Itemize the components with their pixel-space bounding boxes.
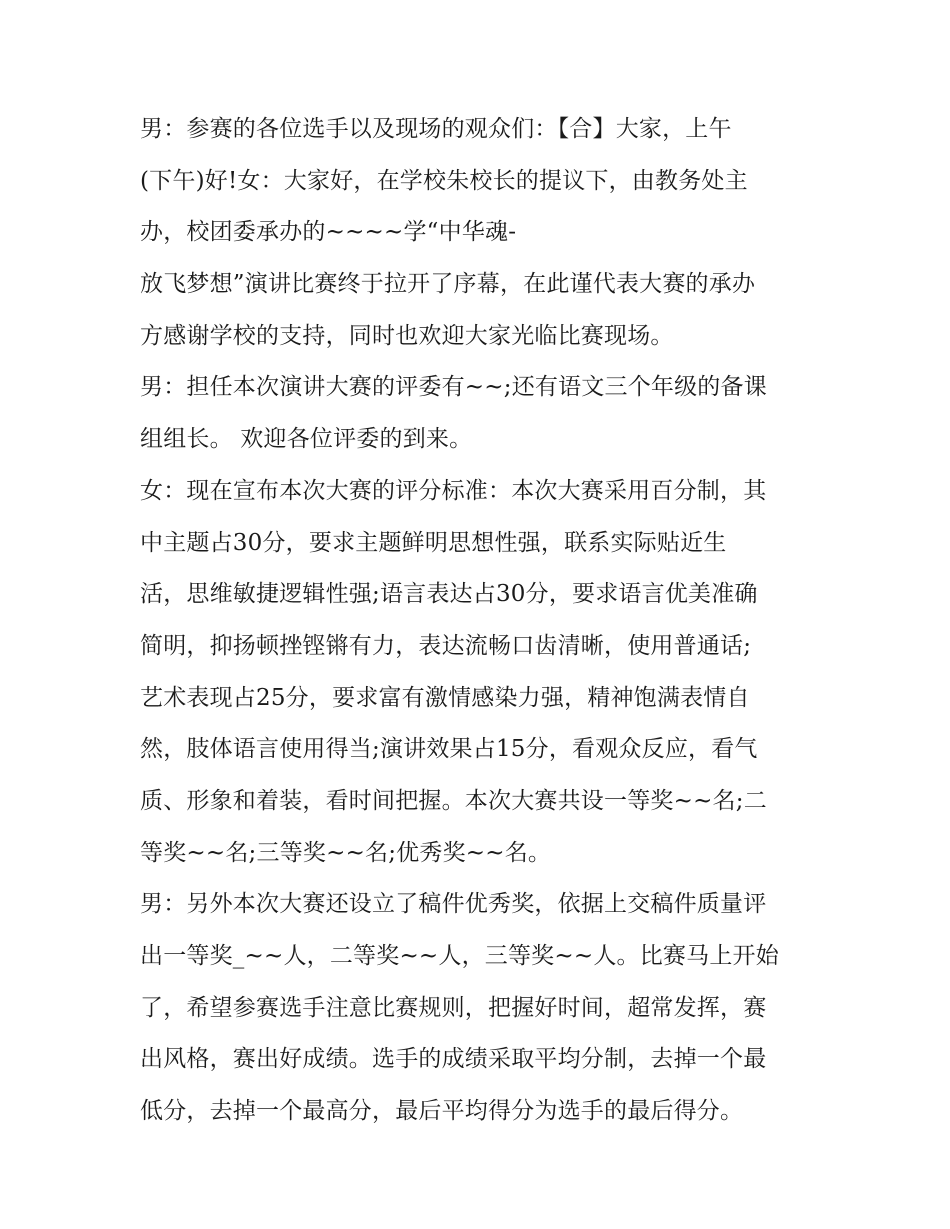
text-line: 方感谢学校的支持，同时也欢迎大家光临比赛现场。 [140, 322, 674, 349]
text-line: 出风格，赛出好成绩。选手的成绩采取平均分制，去掉一个最 [140, 1046, 767, 1073]
text-line: 质、形象和着装，看时间把握。本次大赛共设一等奖~~名;二 [140, 787, 767, 814]
text-line: (下午)好!女：大家好，在学校朱校长的提议下，由教务处主 [140, 167, 748, 194]
text-line: 办，校团委承办的~~~~学“中华魂- [140, 219, 517, 246]
text-line: 男：另外本次大赛还设立了稿件优秀奖，依据上交稿件质量评 [140, 891, 767, 918]
script-text-body [140, 104, 830, 1138]
text-line: 放飞梦想”演讲比赛终于拉开了序幕，在此谨代表大赛的承办 [140, 271, 756, 298]
text-line: 男：担任本次演讲大赛的评委有~~;还有语文三个年级的备课 [140, 374, 767, 401]
text-line: 男：参赛的各位选手以及现场的观众们：【合】大家，上午 [140, 116, 732, 142]
text-line: 低分，去掉一个最高分，最后平均得分为选手的最后得分。 [140, 1098, 744, 1125]
text-line: 艺术表现占25分，要求富有激情感染力强，精神饱满表情自 [140, 684, 750, 711]
text-line: 中主题占30分，要求主题鲜明思想性强，联系实际贴近生 [140, 529, 727, 556]
text-line: 活，思维敏捷逻辑性强;语言表达占30分，要求语言优美准确 [140, 581, 758, 608]
text-line: 等奖~~名;三等奖~~名;优秀奖~~名。 [140, 839, 552, 866]
text-line: 组组长。 欢迎各位评委的到来。 [140, 426, 473, 453]
text-line: 了，希望参赛选手注意比赛规则，把握好时间，超常发挥，赛 [140, 994, 767, 1021]
text-line: 出一等奖_~~人，二等奖~~人，三等奖~~人。比赛马上开始 [140, 943, 779, 969]
text-line: 然，肢体语言使用得当;演讲效果占15分，看观众反应，看气 [140, 736, 758, 763]
text-line: 女：现在宣布本次大赛的评分标准：本次大赛采用百分制，其 [140, 477, 767, 504]
text-line: 简明，抑扬顿挫铿锵有力，表达流畅口齿清晰，使用普通话; [140, 632, 752, 659]
